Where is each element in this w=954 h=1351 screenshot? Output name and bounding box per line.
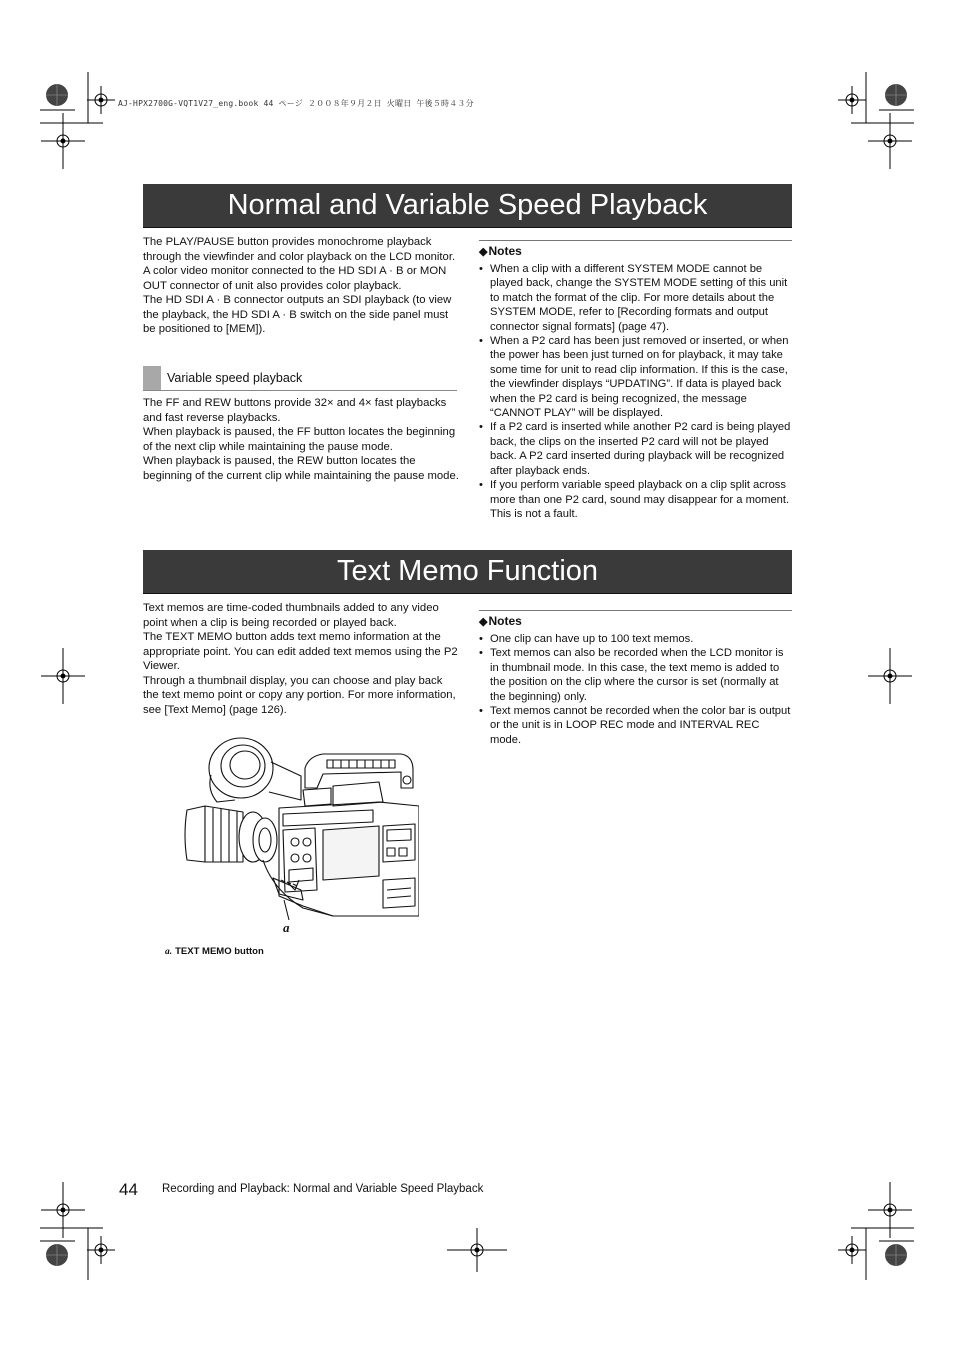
caption-letter: a. (165, 947, 173, 957)
list-item: • When a P2 card has been just removed or inserted, or when the power has been just turned on for playback, it may take some time for unit to read clip information. If this is the case, the viewfinder displays “UPDATING”. If data is played back when the P2 card is being recognized, the message “CANNOT PLAY” will be displayed. (479, 334, 792, 420)
paragraph: The TEXT MEMO button adds text memo information at the appropriate point. You can edit added text memos using the P2 Viewer. (143, 631, 458, 672)
playback-intro (143, 235, 459, 337)
notes-heading: ◆Notes (479, 614, 522, 628)
text-memo-intro (143, 601, 459, 717)
list-item: • Text memos cannot be recorded when the color bar is output or the unit is in LOOP REC mode and INTERVAL REC mode. (479, 704, 792, 747)
list-item: • Text memos can also be recorded when the LCD monitor is in thumbnail mode. In this case, the text memo is added to the position on the clip where the cursor is set (normally at the beginning) only. (479, 646, 792, 704)
diamond-icon: ◆ (479, 616, 488, 628)
callout-leader-line (280, 898, 300, 922)
notes-list (479, 632, 792, 747)
list-item: • When a clip with a different SYSTEM MODE cannot be played back, change the SYSTEM MODE setting of this unit to match the format of the clip. For more details about the SYSTEM MODE, refer to [Recording formats and output connector signal formats] (page 47). (479, 262, 792, 334)
variable-speed-text (143, 396, 459, 483)
paragraph: Through a thumbnail display, you can choose and play back the text memo point or copy any portion. For more information, see [Text Memo] (page 126). (143, 674, 456, 716)
section-title-text-memo: Text Memo Function (143, 550, 792, 594)
footer-chapter-title: Recording and Playback: Normal and Variable Speed Playback (162, 1183, 484, 1195)
camera-illustration (183, 730, 419, 920)
section-title-playback: Normal and Variable Speed Playback (143, 184, 792, 228)
paragraph: The PLAY/PAUSE button provides monochrome playback through the viewfinder and color playback on the LCD monitor. A color video monitor connected to the HD SDI A · B or MON OUT connector of unit also provides color playback. (143, 236, 456, 292)
notes-box-playback (479, 240, 792, 521)
paragraph: Text memos are time-coded thumbnails added to any video point when a clip is being recorded or played back. (143, 602, 439, 629)
paragraph: When playback is paused, the REW button locates the beginning of the current clip while maintaining the pause mode. (143, 455, 459, 482)
notes-box-text-memo (479, 610, 792, 747)
notes-list (479, 262, 792, 521)
paragraph: The FF and REW buttons provide 32× and 4× fast playbacks and fast reverse playbacks. (143, 397, 447, 424)
subhead-variable-speed (143, 366, 457, 391)
notes-heading: ◆Notes (479, 244, 522, 258)
figure-callout-a: a (283, 920, 290, 935)
diamond-icon: ◆ (479, 246, 488, 258)
paragraph: The HD SDI A · B connector outputs an SDI playback (to view the playback, the HD SDI A · B switch on the side panel must be positioned to [MEM]). (143, 294, 452, 335)
caption-text: TEXT MEMO button (175, 946, 264, 957)
subhead-label: Variable speed playback (167, 371, 303, 385)
list-item: • If a P2 card is inserted while another P2 card is being played back, the clips on the inserted P2 card will not be played back. A P2 card inserted during playback will be recognized after playback ends. (479, 420, 792, 478)
page-number: 44 (119, 1180, 138, 1199)
print-header: AJ-HPX2700G-VQT1V27_eng.book 44 ページ ２００８年９月２日 火曜日 午後５時４３分 (118, 99, 474, 108)
list-item: • One clip can have up to 100 text memos. (479, 632, 792, 646)
list-item: • If you perform variable speed playback on a clip split across more than one P2 card, sound may disappear for a moment. This is not a fault. (479, 478, 792, 521)
paragraph: When playback is paused, the FF button locates the beginning of the next clip while maintaining the pause mode. (143, 426, 456, 453)
figure-caption (165, 946, 264, 957)
subhead-bar (143, 366, 161, 390)
